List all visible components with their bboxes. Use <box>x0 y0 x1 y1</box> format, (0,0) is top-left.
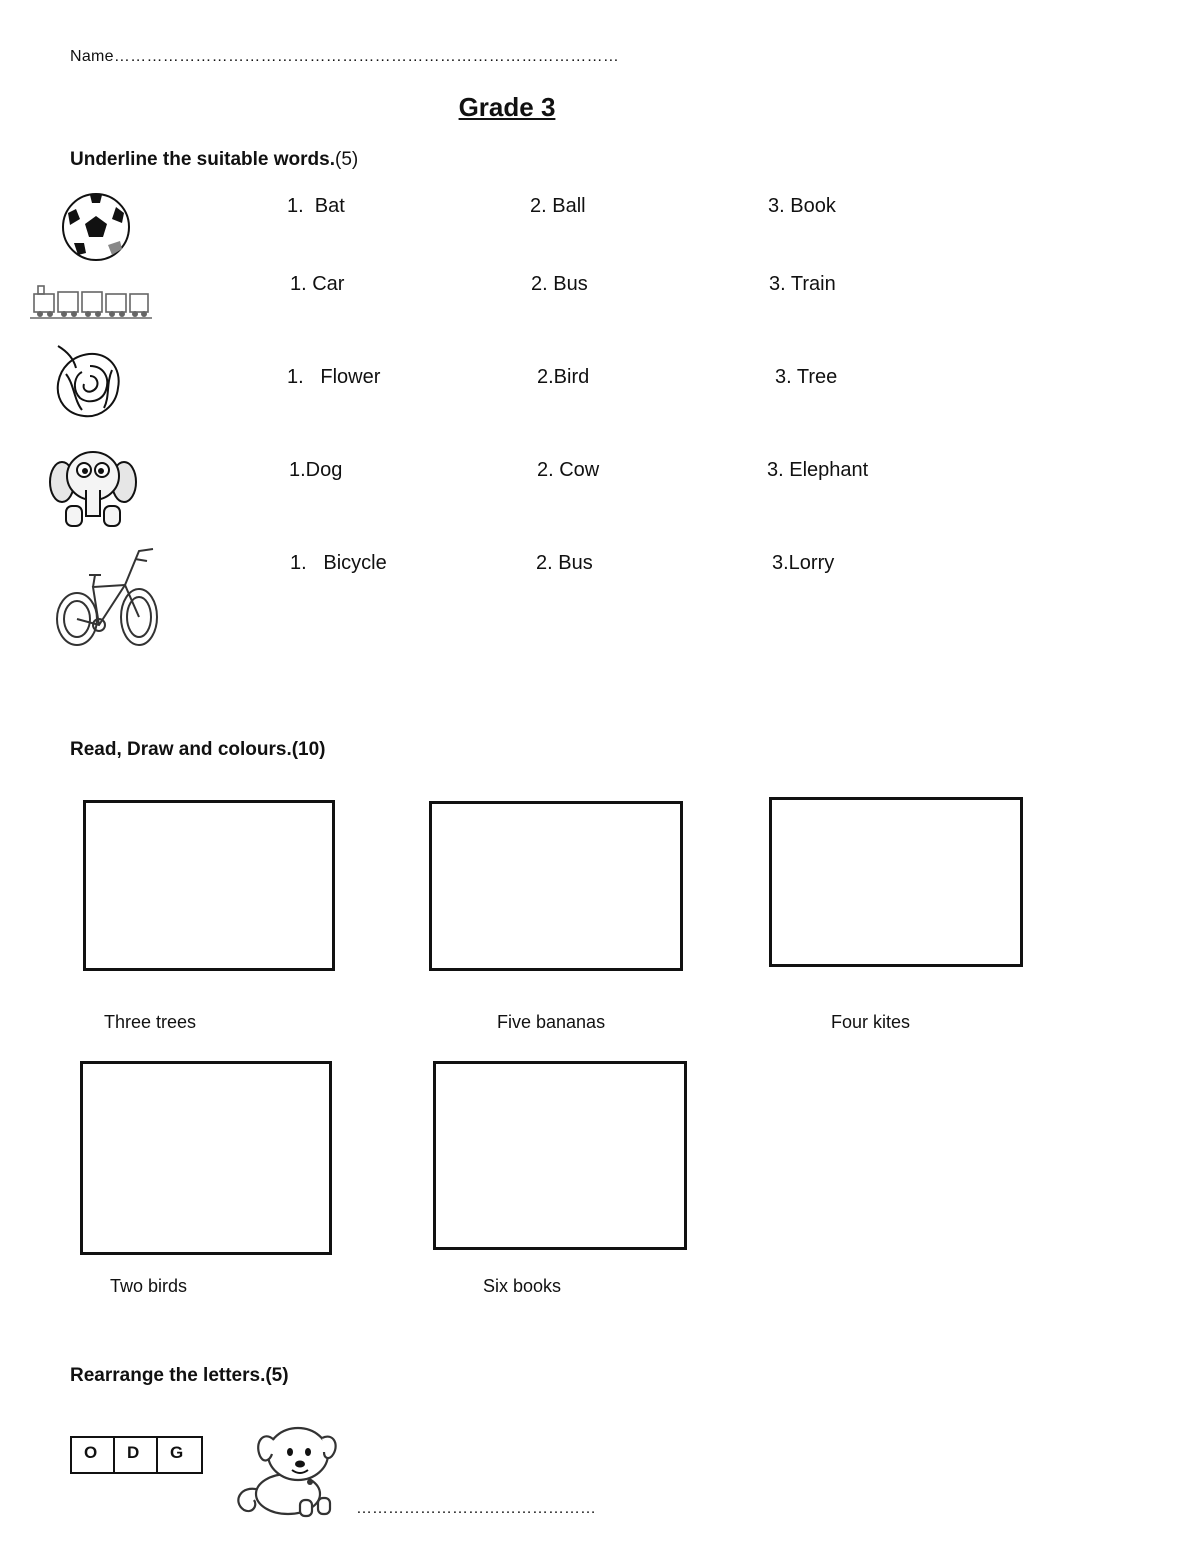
football-icon <box>60 191 132 263</box>
rose-icon <box>52 344 126 422</box>
section-heading-underline: Underline the suitable words.(5) <box>70 149 359 170</box>
option-3-1[interactable]: 1. Flower <box>287 366 381 388</box>
page-title: Grade 3 <box>458 92 556 122</box>
option-3-3[interactable]: 3. Tree <box>775 366 838 388</box>
caption-three-trees: Three trees <box>104 1012 197 1032</box>
option-2-2[interactable]: 2. Bus <box>531 273 588 295</box>
drawing-box-four-kites[interactable] <box>769 797 1023 967</box>
letter-box: G <box>170 1443 184 1462</box>
caption-four-kites: Four kites <box>831 1012 911 1032</box>
option-5-2[interactable]: 2. Bus <box>536 552 593 574</box>
option-4-2[interactable]: 2. Cow <box>537 459 600 481</box>
letter-box: D <box>115 1438 158 1472</box>
letter-box: O <box>72 1438 115 1472</box>
answer-line[interactable]: ……………………………………… <box>356 1500 596 1517</box>
option-2-1[interactable]: 1. Car <box>290 273 345 295</box>
option-1-3[interactable]: 3. Book <box>768 195 836 217</box>
option-4-1[interactable]: 1.Dog <box>289 459 343 481</box>
option-4-3[interactable]: 3. Elephant <box>767 459 869 481</box>
caption-two-birds: Two birds <box>110 1276 188 1296</box>
option-5-1[interactable]: 1. Bicycle <box>290 552 387 574</box>
drawing-box-two-birds[interactable] <box>80 1061 332 1255</box>
option-3-2[interactable]: 2.Bird <box>537 366 590 388</box>
drawing-box-five-bananas[interactable] <box>429 801 683 971</box>
caption-six-books: Six books <box>483 1276 562 1296</box>
bicycle-icon <box>53 545 161 651</box>
name-field-line[interactable]: Name………………………………………………………………………………… <box>70 48 620 65</box>
section-heading-rearrange: Rearrange the letters.(5) <box>70 1365 289 1386</box>
option-1-1[interactable]: 1. Bat <box>287 195 345 217</box>
option-2-3[interactable]: 3. Train <box>769 273 836 295</box>
dog-icon <box>230 1420 340 1520</box>
option-1-2[interactable]: 2. Ball <box>530 195 586 217</box>
elephant-icon <box>48 446 138 530</box>
drawing-box-three-trees[interactable] <box>83 800 335 971</box>
section-heading-draw: Read, Draw and colours.(10) <box>70 739 326 760</box>
train-icon <box>30 282 152 322</box>
drawing-box-six-books[interactable] <box>433 1061 687 1250</box>
caption-five-bananas: Five bananas <box>497 1012 606 1032</box>
letter-boxes <box>70 1436 203 1474</box>
option-5-3[interactable]: 3.Lorry <box>772 552 835 574</box>
